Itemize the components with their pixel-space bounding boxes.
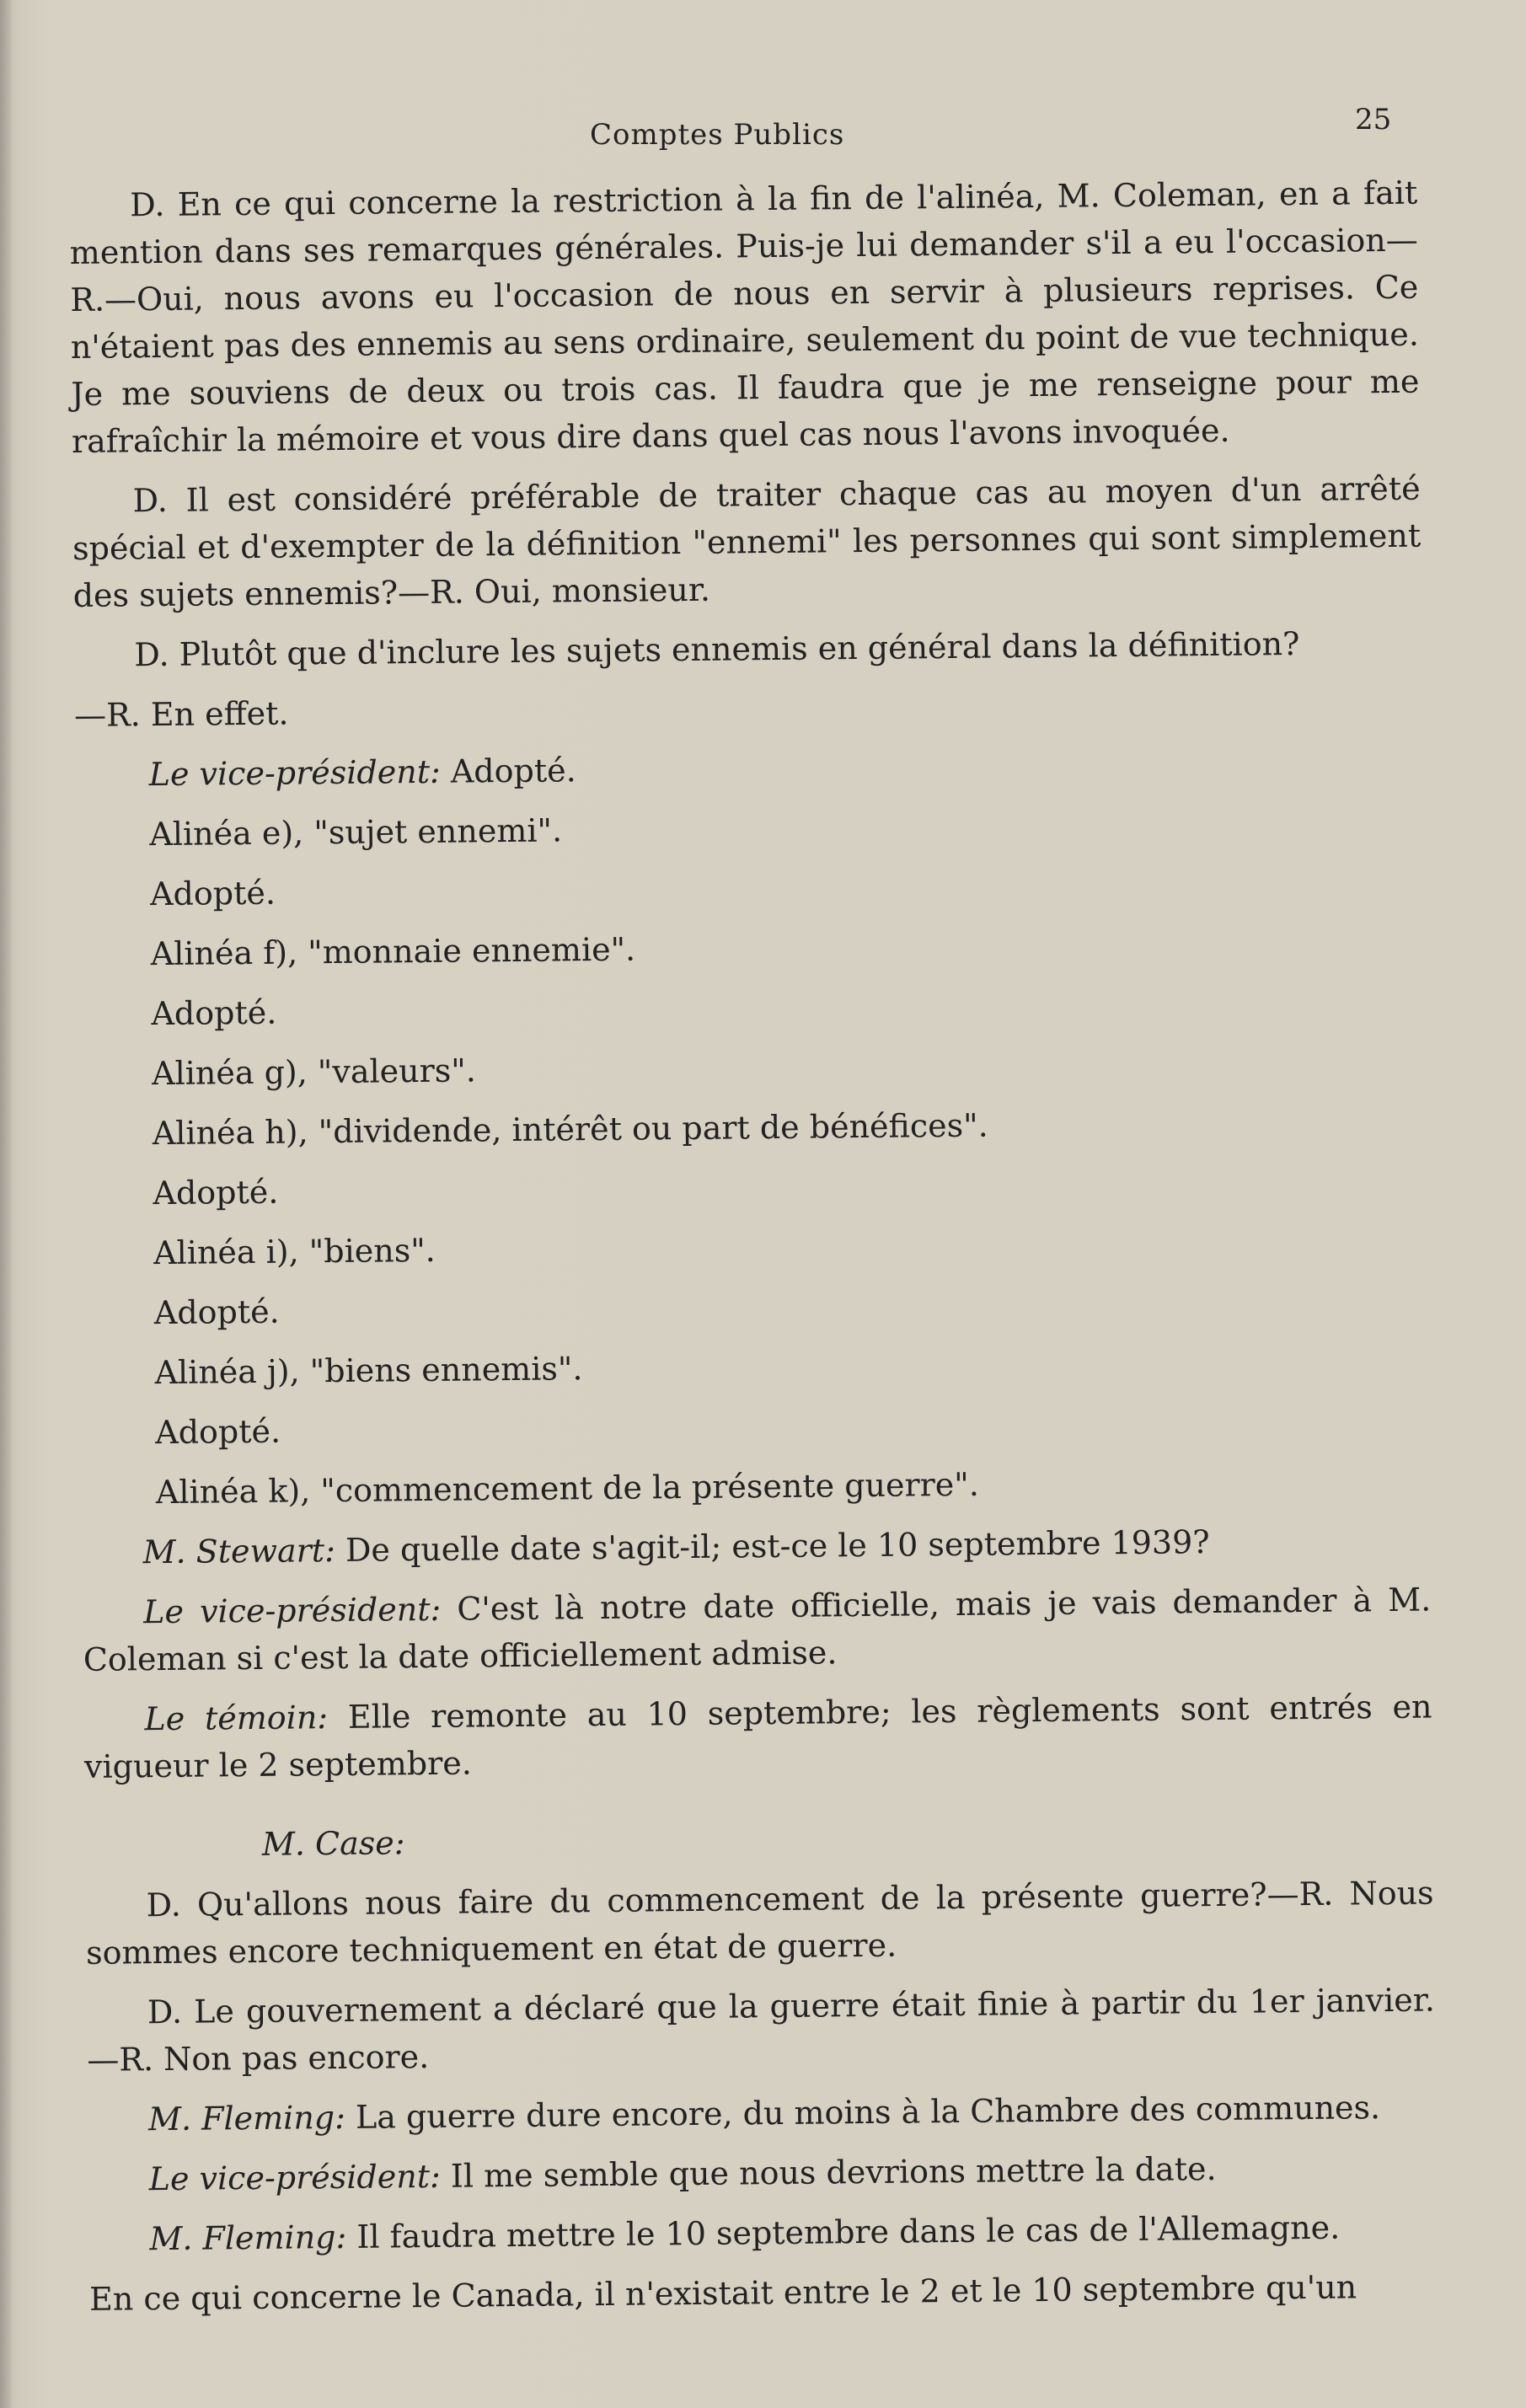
clause-item: Adopté. <box>149 874 276 913</box>
clause-item: Adopté. <box>153 1292 280 1332</box>
speaker-line <box>88 2143 1436 2203</box>
clause-item: Adopté. <box>153 1173 279 1212</box>
speaker-name: M. Fleming: <box>149 2218 347 2258</box>
speaker-text: Adopté. <box>440 752 576 790</box>
clause-item: Adopté. <box>155 1412 281 1452</box>
clause-item: Alinéa f), "monnaie ennemie". <box>150 930 636 973</box>
speaker-name: Le vice-président: <box>148 752 441 794</box>
speaker-text: La guerre dure encore, du moins à la Chambre des communes. <box>345 2089 1381 2136</box>
speaker-line <box>82 1517 1430 1576</box>
clause-item: Alinéa h), "dividende, intérêt ou part de bénéfices". <box>152 1106 988 1153</box>
clause-item: Alinéa k), "commencement de la présente guerre". <box>155 1465 980 1512</box>
speaker-text: Elle remonte au 10 septembre; les règlements sont entrés en vigueur le 2 septembre. <box>83 1688 1432 1785</box>
speaker-text: Il faudra mettre le 10 septembre dans le cas de l'Allemagne. <box>346 2208 1341 2255</box>
paragraph: D. Plutôt que d'inclure les sujets ennemis en général dans la définition? <box>134 625 1300 674</box>
running-header: Comptes Publics <box>590 118 845 152</box>
speaker-line <box>83 1683 1432 1790</box>
speaker-line <box>148 739 1422 799</box>
speaker-text: De quelle date s'agit-il; est-ce le 10 septembre 1939? <box>335 1523 1210 1570</box>
speaker-name: M. Stewart: <box>142 1532 336 1571</box>
speaker-name: Le vice-président: <box>143 1590 442 1631</box>
page-body <box>69 169 1438 2336</box>
speaker-heading: M. Case: <box>261 1824 405 1863</box>
clause-item: Alinéa j), "biens ennemis". <box>154 1350 583 1392</box>
clause-item: Adopté. <box>151 993 277 1033</box>
speaker-text: Il me semble que nous devrions mettre la date. <box>440 2150 1217 2195</box>
speaker-name: Le vice-président: <box>148 2157 441 2198</box>
clause-item: Alinéa e), "sujet ennemi". <box>149 811 563 854</box>
speaker-name: M. Fleming: <box>147 2098 346 2138</box>
speaker-text: C'est là notre date officielle, mais je vais demander à M. Coleman si c'est la date officiellement admise. <box>83 1581 1432 1678</box>
paragraph: D. Il est considéré préférable de traiter chaque cas au moyen d'un arrêté spécial et d'exempter de la définition "ennemi" les personnes qui sont simplement des sujets ennemis?—R. Oui, monsieur. <box>72 469 1422 614</box>
paragraph: D. Qu'allons nous faire du commencement de la présente guerre?—R. Nous sommes encore techniquement en état de guerre. <box>85 1874 1434 1972</box>
page-number: 25 <box>1355 103 1392 136</box>
speaker-name: Le témoin: <box>144 1699 329 1738</box>
clause-item: Alinéa i), "biens". <box>153 1231 436 1272</box>
book-spine-shadow <box>0 0 12 2408</box>
paragraph: D. Le gouvernement a déclaré que la guerre était finie à partir du 1er janvier.—R. Non pas encore. <box>87 1981 1435 2079</box>
paragraph: —R. En effet. <box>73 694 289 734</box>
speaker-line <box>88 2084 1436 2143</box>
paragraph: En ce qui concerne le Canada, il n'existait entre le 2 et le 10 septembre qu'un <box>88 2268 1357 2318</box>
clause-item: Alinéa g), "valeurs". <box>151 1051 477 1093</box>
paragraph: D. En ce qui concerne la restriction à la fin de l'alinéa, M. Coleman, en a fait mention dans ses remarques générales. Puis-je lui demander s'il a eu l'occasion—R.—Oui, nous avons eu l'occasion de nous en servir à plusieurs reprises. Ce n'étaient pas des ennemis au sens ordinaire, seulement du point de vue technique. Je me souviens de deux ou trois cas. Il faudra que je me renseigne pour me rafraîchir la mémoire et vous dire dans quel cas nous l'avons invoquée. <box>69 174 1420 460</box>
speaker-line <box>83 1576 1432 1683</box>
speaker-line <box>88 2203 1437 2263</box>
